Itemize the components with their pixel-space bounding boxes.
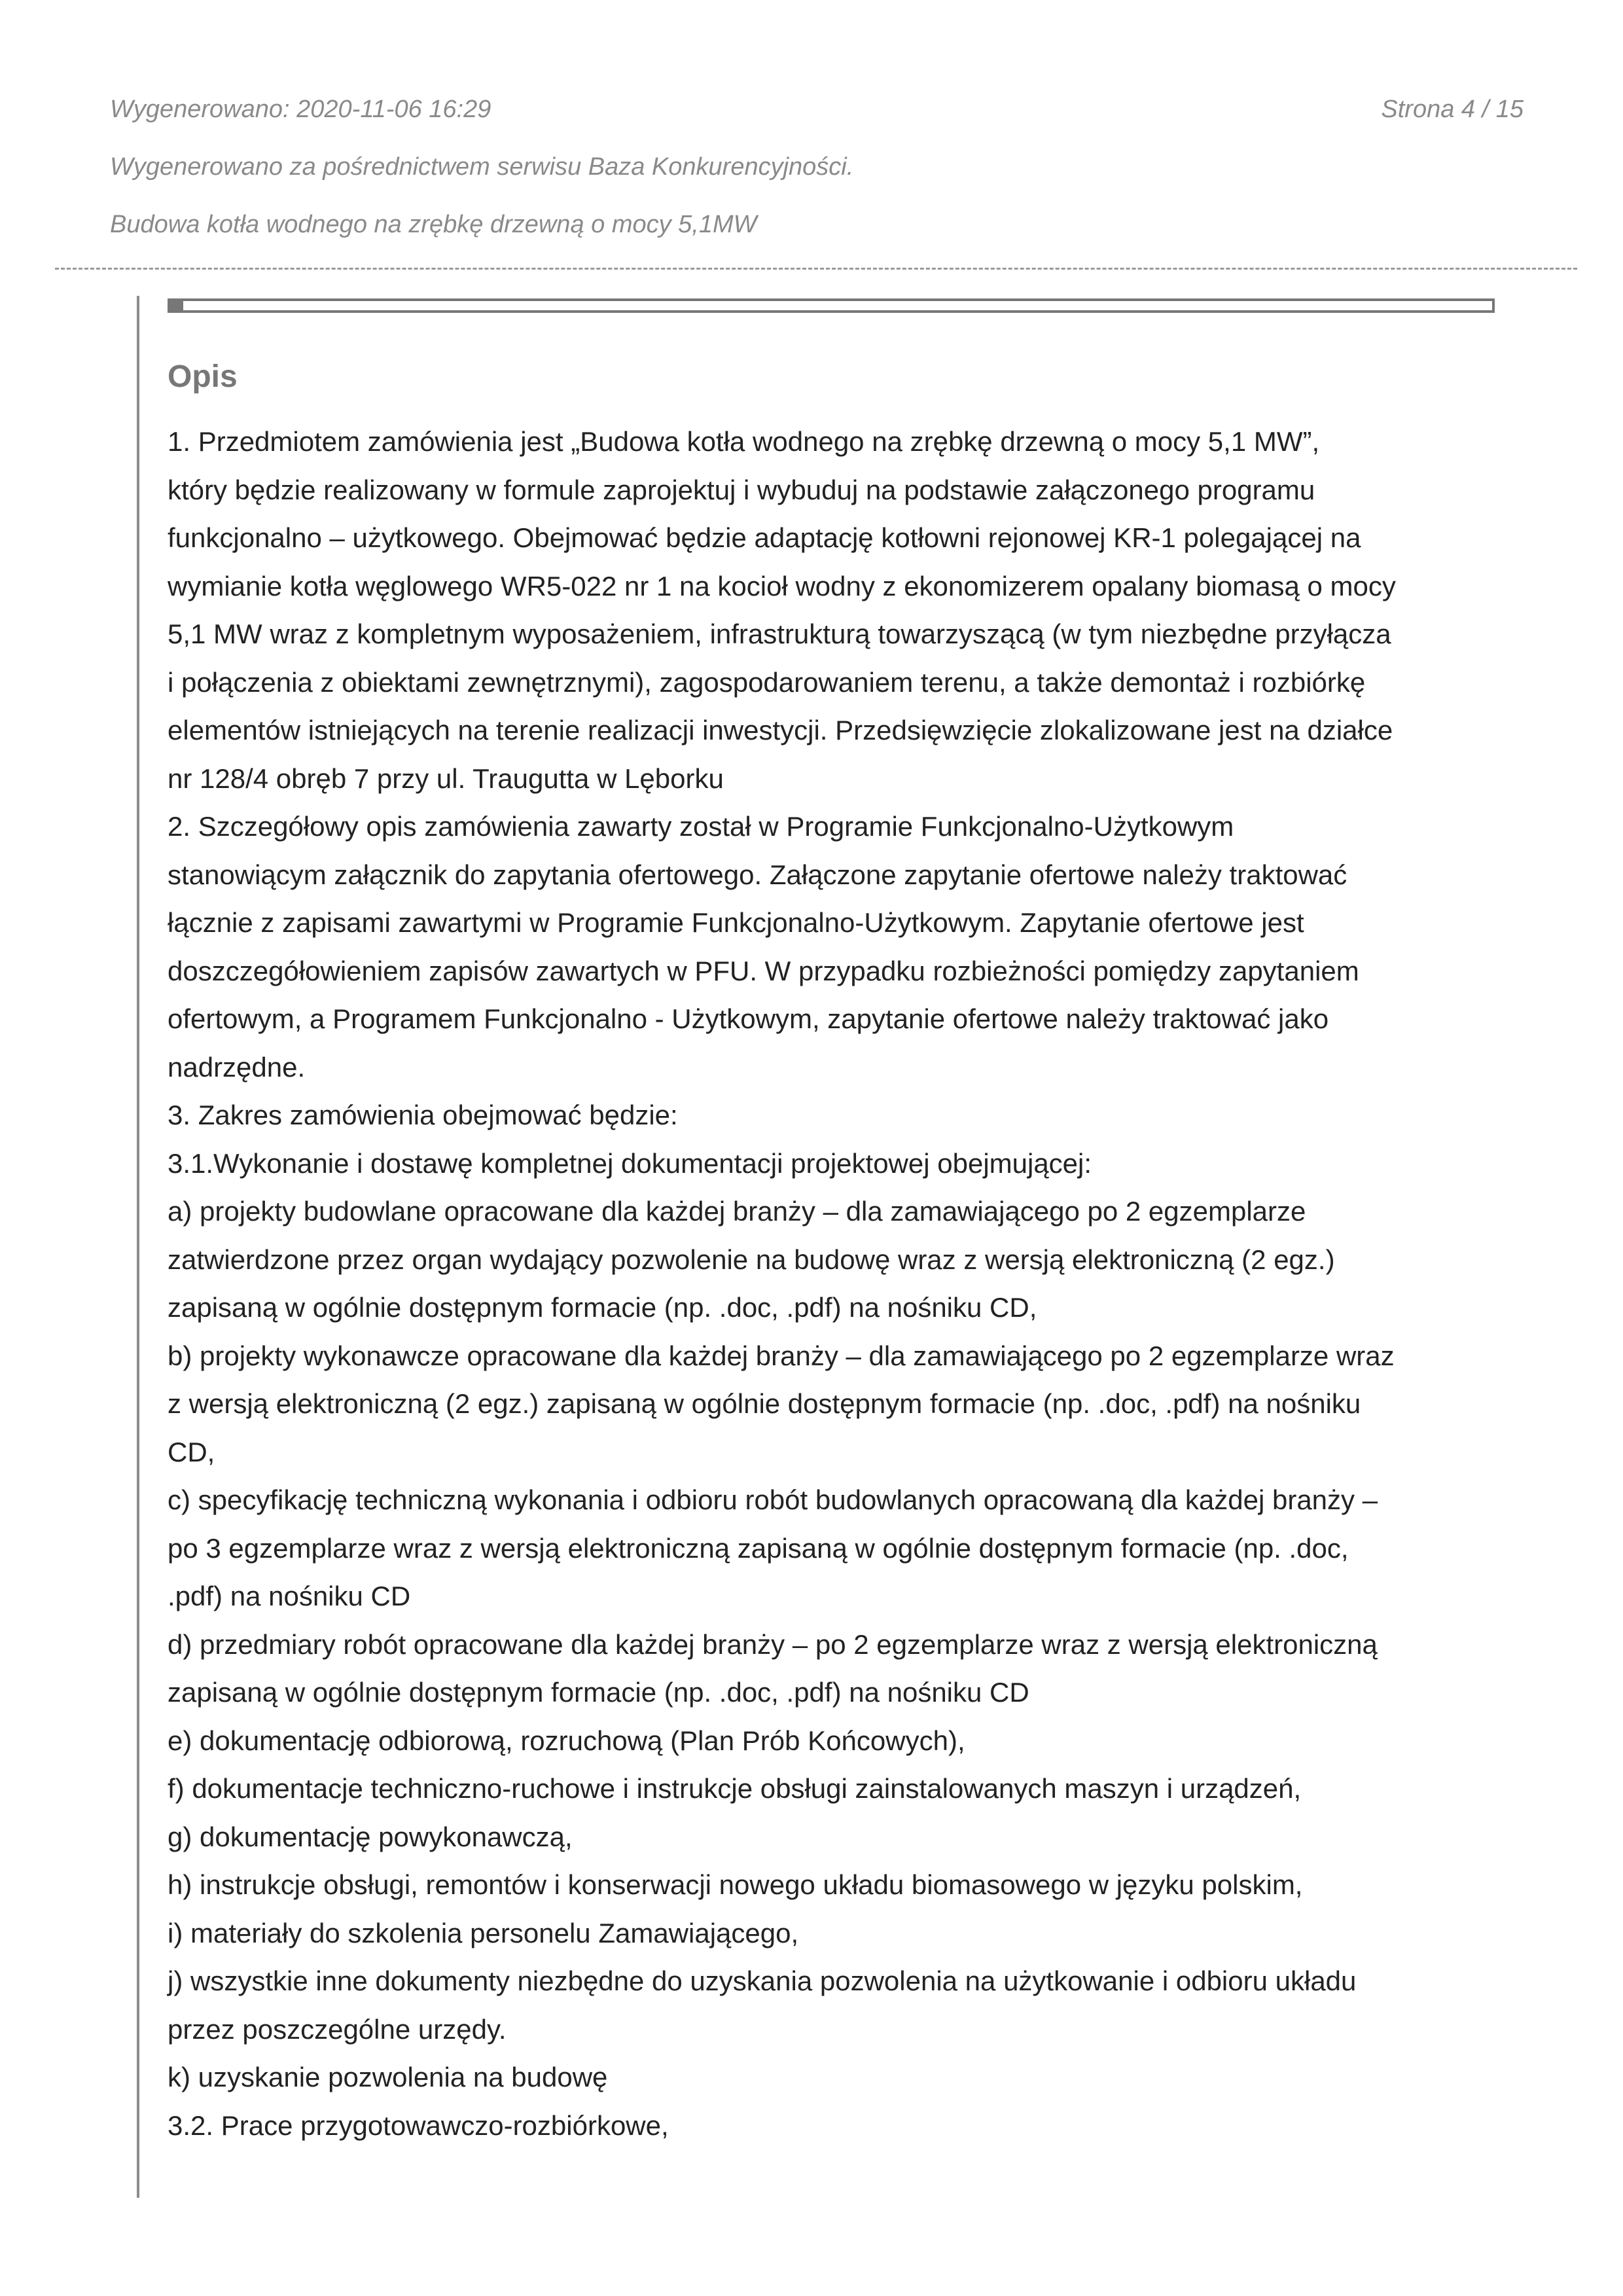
description-section xyxy=(168,351,1503,2149)
description-line: f) dokumentacje techniczno-ruchowe i instrukcje obsługi zainstalowanych maszyn i urządzeń, xyxy=(168,1773,1302,1804)
description-line: 2. Szczegółowy opis zamówienia zawarty został w Programie Funkcjonalno-Użytkowym xyxy=(168,811,1234,842)
service-note: Wygenerowano za pośrednictwem serwisu Baza Konkurencyjności. xyxy=(110,153,854,181)
description-line: elementów istniejących na terenie realizacji inwestycji. Przedsięwzięcie zlokalizowane jest na działce xyxy=(168,715,1393,745)
description-line: e) dokumentację odbiorową, rozruchową (Plan Prób Końcowych), xyxy=(168,1725,965,1756)
description-line: łącznie z zapisami zawartymi w Programie Funkcjonalno-Użytkowym. Zapytanie ofertowe jest xyxy=(168,907,1304,938)
document-title: Budowa kotła wodnego na zrębkę drzewną o mocy 5,1MW xyxy=(110,211,757,238)
description-line: 5,1 MW wraz z kompletnym wyposażeniem, infrastrukturą towarzyszącą (w tym niezbędne przyłącza xyxy=(168,619,1391,649)
description-line: h) instrukcje obsługi, remontów i konserwacji nowego układu biomasowego w języku polskim, xyxy=(168,1869,1303,1900)
document-progress-fill xyxy=(170,301,183,310)
description-line: nadrzędne. xyxy=(168,1051,306,1083)
generated-timestamp: Wygenerowano: 2020-11-06 16:29 xyxy=(110,96,491,123)
description-line: 3. Zakres zamówienia obejmować będzie: xyxy=(168,1100,678,1130)
description-line: j) wszystkie inne dokumenty niezbędne do uzyskania pozwolenia na użytkowanie i odbioru układu xyxy=(168,1965,1357,1996)
description-line: 3.2. Prace przygotowawczo-rozbiórkowe, xyxy=(168,2109,669,2141)
description-line: .pdf) na nośniku CD xyxy=(168,1581,411,1611)
description-line: c) specyfikację techniczną wykonania i odbioru robót budowlanych opracowaną dla każdej branży – xyxy=(168,1484,1378,1515)
description-line: g) dokumentację powykonawczą, xyxy=(168,1821,573,1852)
description-line: CD, xyxy=(168,1436,215,1467)
section-left-rule xyxy=(137,296,139,2198)
description-line: k) uzyskanie pozwolenia na budowę xyxy=(168,2062,608,2092)
description-line: wymianie kotła węglowego WR5-022 nr 1 na kocioł wodny z ekonomizerem opalany biomasą o mocy xyxy=(168,570,1396,601)
description-line: funkcjonalno – użytkowego. Obejmować będzie adaptację kotłowni rejonowej KR-1 polegającej na xyxy=(168,522,1361,553)
document-progress-bar xyxy=(168,298,1495,313)
description-line: zapisaną w ogólnie dostępnym formacie (np. .doc, .pdf) na nośniku CD xyxy=(168,1677,1029,1708)
description-line: 1. Przedmiotem zamówienia jest „Budowa kotła wodnego na zrębkę drzewną o mocy 5,1 MW”, xyxy=(168,426,1320,457)
description-line: przez poszczególne urzędy. xyxy=(168,2013,507,2045)
description-body xyxy=(168,418,1503,2149)
description-line: który będzie realizowany w formule zaprojektuj i wybuduj na podstawie załączonego programu xyxy=(168,474,1315,505)
description-line: po 3 egzemplarze wraz z wersją elektroniczną zapisaną w ogólnie dostępnym formacie (np. .doc, xyxy=(168,1532,1349,1564)
description-line: i) materiały do szkolenia personelu Zamawiającego, xyxy=(168,1917,799,1948)
header-divider xyxy=(55,268,1577,270)
description-line: z wersją elektroniczną (2 egz.) zapisaną w ogólnie dostępnym formacie (np. .doc, .pdf) na nośniku xyxy=(168,1388,1361,1419)
section-title: Opis xyxy=(168,359,238,394)
description-line: d) przedmiary robót opracowane dla każdej branży – po 2 egzemplarze wraz z wersją elektroniczną xyxy=(168,1628,1378,1660)
page-number: Strona 4 / 15 xyxy=(1381,96,1524,123)
description-line: nr 128/4 obręb 7 przy ul. Traugutta w Lęborku xyxy=(168,762,724,794)
description-line: zapisaną w ogólnie dostępnym formacie (np. .doc, .pdf) na nośniku CD, xyxy=(168,1292,1037,1323)
description-line: zatwierdzone przez organ wydający pozwolenie na budowę wraz z wersją elektroniczną (2 egz.) xyxy=(168,1244,1335,1275)
description-line: a) projekty budowlane opracowane dla każdej branży – dla zamawiającego po 2 egzemplarze xyxy=(168,1196,1306,1227)
description-line: b) projekty wykonawcze opracowane dla każdej branży – dla zamawiającego po 2 egzemplarze wraz xyxy=(168,1340,1395,1371)
description-line: stanowiącym załącznik do zapytania ofertowego. Załączone zapytanie ofertowe należy traktować xyxy=(168,859,1347,890)
description-line: i połączenia z obiektami zewnętrznymi), zagospodarowaniem terenu, a także demontaż i rozbiórkę xyxy=(168,666,1366,698)
description-line: 3.1.Wykonanie i dostawę kompletnej dokumentacji projektowej obejmującej: xyxy=(168,1147,1092,1179)
description-line: ofertowym, a Programem Funkcjonalno - Użytkowym, zapytanie ofertowe należy traktować jako xyxy=(168,1003,1329,1034)
description-line: doszczegółowieniem zapisów zawartych w PFU. W przypadku rozbieżności pomiędzy zapytaniem xyxy=(168,955,1359,986)
